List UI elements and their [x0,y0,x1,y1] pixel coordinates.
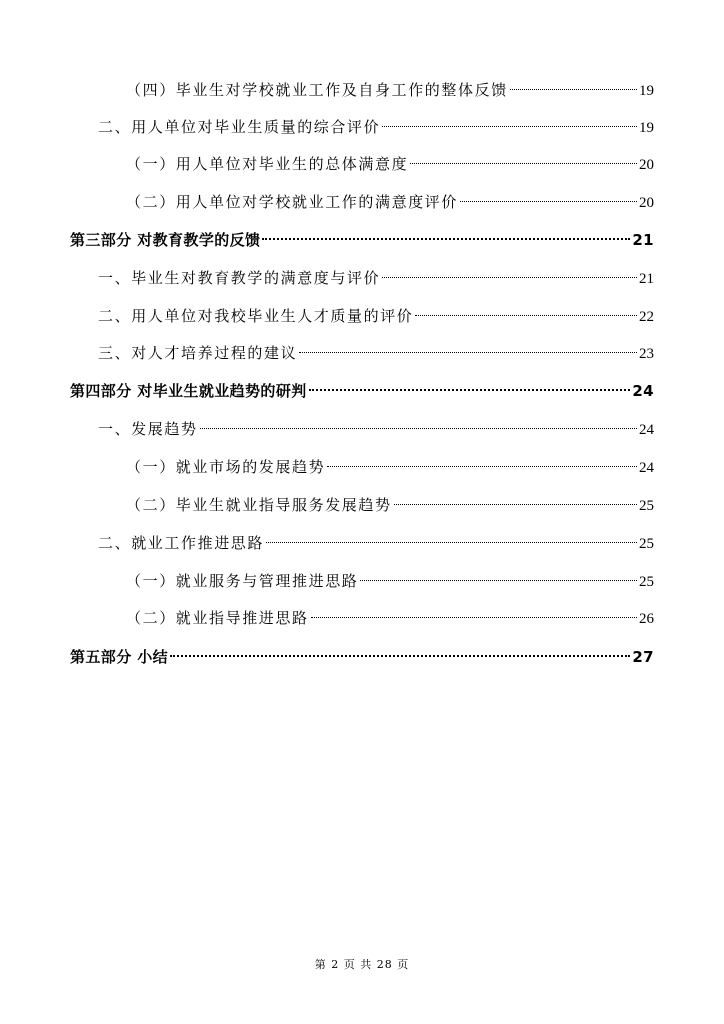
toc-entry-page: 24 [639,422,654,438]
toc-entry-title: （二）就业指导推进思路 [126,609,309,627]
toc-entry-title: （一）用人单位对毕业生的总体满意度 [126,155,409,173]
toc-entry-title: 一、毕业生对教育教学的满意度与评价 [98,269,381,287]
toc-entry-part[interactable] [70,379,654,403]
toc-entry[interactable] [98,115,654,139]
toc-entry[interactable] [98,266,654,290]
toc-entry-page: 24 [632,382,654,400]
toc-dot-leader [309,389,631,391]
toc-entry[interactable] [126,606,654,630]
toc-entry-page: 26 [639,611,654,627]
toc-entry-page: 20 [639,157,654,173]
toc-entry[interactable] [98,531,654,555]
toc-entry[interactable] [126,152,654,176]
toc-dot-leader [262,238,630,240]
toc-entry-title: 一、发展趋势 [98,420,198,438]
toc-entry[interactable] [98,341,654,365]
toc-entry[interactable] [98,304,654,328]
toc-dot-leader [200,428,637,429]
toc-dot-leader [510,89,637,90]
toc-entry-page: 21 [639,271,654,287]
toc-entry-title: 第四部分 对毕业生就业趋势的研判 [70,382,307,400]
toc-dot-leader [360,580,637,581]
toc-dot-leader [299,352,637,353]
toc-entry-page: 22 [639,309,654,325]
toc-entry-page: 19 [639,83,654,99]
page-footer: 第 2 页 共 28 页 [314,958,410,971]
toc-entry[interactable] [126,455,654,479]
toc-dot-leader [327,466,637,467]
toc-entry[interactable] [126,569,654,593]
toc-dot-leader [394,504,637,505]
toc-entry[interactable] [98,417,654,441]
toc-entry-title: （四）毕业生对学校就业工作及自身工作的整体反馈 [126,81,508,99]
toc-entry-page: 25 [639,498,654,514]
toc-entry[interactable] [126,78,654,102]
toc-entry-page: 27 [632,648,654,666]
toc-entry-title: （二）用人单位对学校就业工作的满意度评价 [126,193,459,211]
toc-entry-title: 二、就业工作推进思路 [98,534,265,552]
toc-entry-page: 19 [639,120,654,136]
toc-entry-title: （一）就业服务与管理推进思路 [126,572,359,590]
toc-entry-part[interactable] [70,228,654,252]
toc-dot-leader [410,163,637,164]
toc-entry-page: 21 [632,231,654,249]
toc-entry-page: 24 [639,460,654,476]
toc-entry-part[interactable] [70,645,654,669]
toc-dot-leader [460,201,637,202]
toc-dot-leader [266,542,637,543]
toc-entry-title: 二、用人单位对我校毕业生人才质量的评价 [98,307,414,325]
toc-dot-leader [170,655,630,657]
toc-entry-title: 三、对人才培养过程的建议 [98,344,298,362]
toc-entry-page: 25 [639,536,654,552]
toc-dot-leader [415,315,637,316]
toc-entry-title: （二）毕业生就业指导服务发展趋势 [126,496,392,514]
toc-entry-page: 23 [639,346,654,362]
toc-entry-title: （一）就业市场的发展趋势 [126,458,326,476]
toc-dot-leader [382,277,637,278]
toc-entry-title: 第五部分 小结 [70,648,169,666]
toc-entry-title: 二、用人单位对毕业生质量的综合评价 [98,118,381,136]
toc-entry-page: 25 [639,574,654,590]
toc-dot-leader [382,126,637,127]
toc-dot-leader [311,617,637,618]
toc-entry[interactable] [126,493,654,517]
toc-entry-title: 第三部分 对教育教学的反馈 [70,231,261,249]
toc-entry-page: 20 [639,195,654,211]
toc-entry[interactable] [126,190,654,214]
